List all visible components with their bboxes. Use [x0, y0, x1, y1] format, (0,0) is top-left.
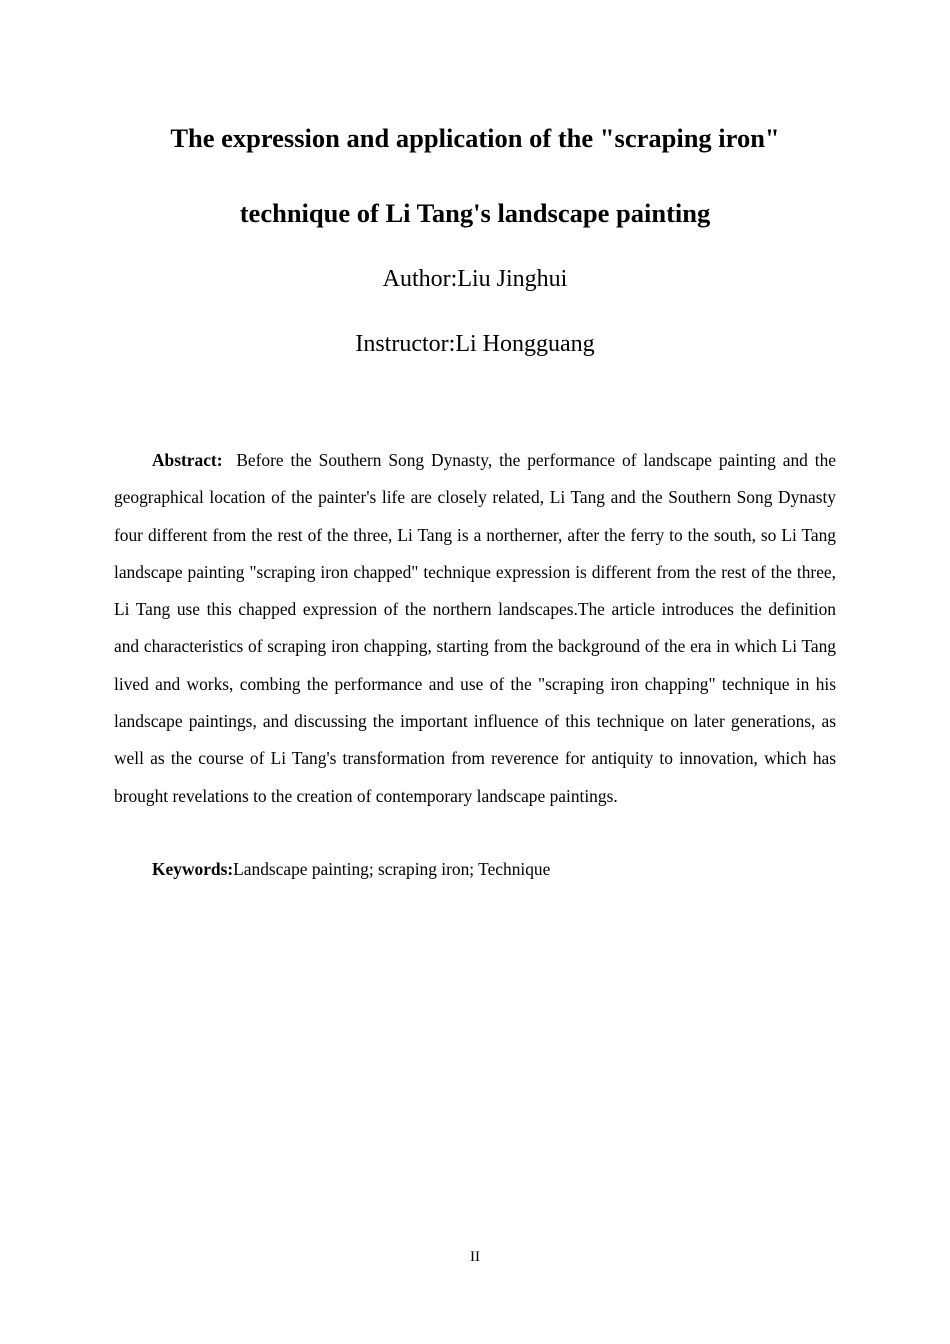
keywords-paragraph [114, 851, 836, 888]
abstract-paragraph [114, 442, 836, 815]
author-line: Author:Liu Jinghui [382, 266, 568, 292]
keywords-label: Keywords: [152, 859, 234, 879]
abstract-text: Before the Southern Song Dynasty, the performance of landscape painting and the geographical location of the painter's life are closely related, Li Tang and the Southern Song Dynasty four different from the rest of the three, Li Tang is a northerner, after the ferry to the south, so Li Tang landscape painting "scraping iron chapped" technique expression is different from the rest of the three, Li Tang use this chapped expression of the northern landscapes.The article introduces the definition and characteristics of scraping iron chapping, starting from the background of the era in which Li Tang lived and works, combing the performance and use of the "scraping iron chapping" technique in his landscape paintings, and discussing the important influence of this technique on later generations, as well as the course of Li Tang's transformation from reverence for antiquity to innovation, which has brought revelations to the creation of contemporary landscape paintings. [114, 450, 836, 806]
abstract-label: Abstract: [152, 450, 223, 470]
keywords-text: Landscape painting; scraping iron; Technique [233, 859, 551, 879]
instructor-line: Instructor:Li Hongguang [355, 331, 595, 357]
title-line-1: The expression and application of the "scraping iron" [170, 123, 780, 153]
title-line-2: technique of Li Tang's landscape painting [239, 198, 711, 228]
page-number: II [470, 1249, 480, 1265]
